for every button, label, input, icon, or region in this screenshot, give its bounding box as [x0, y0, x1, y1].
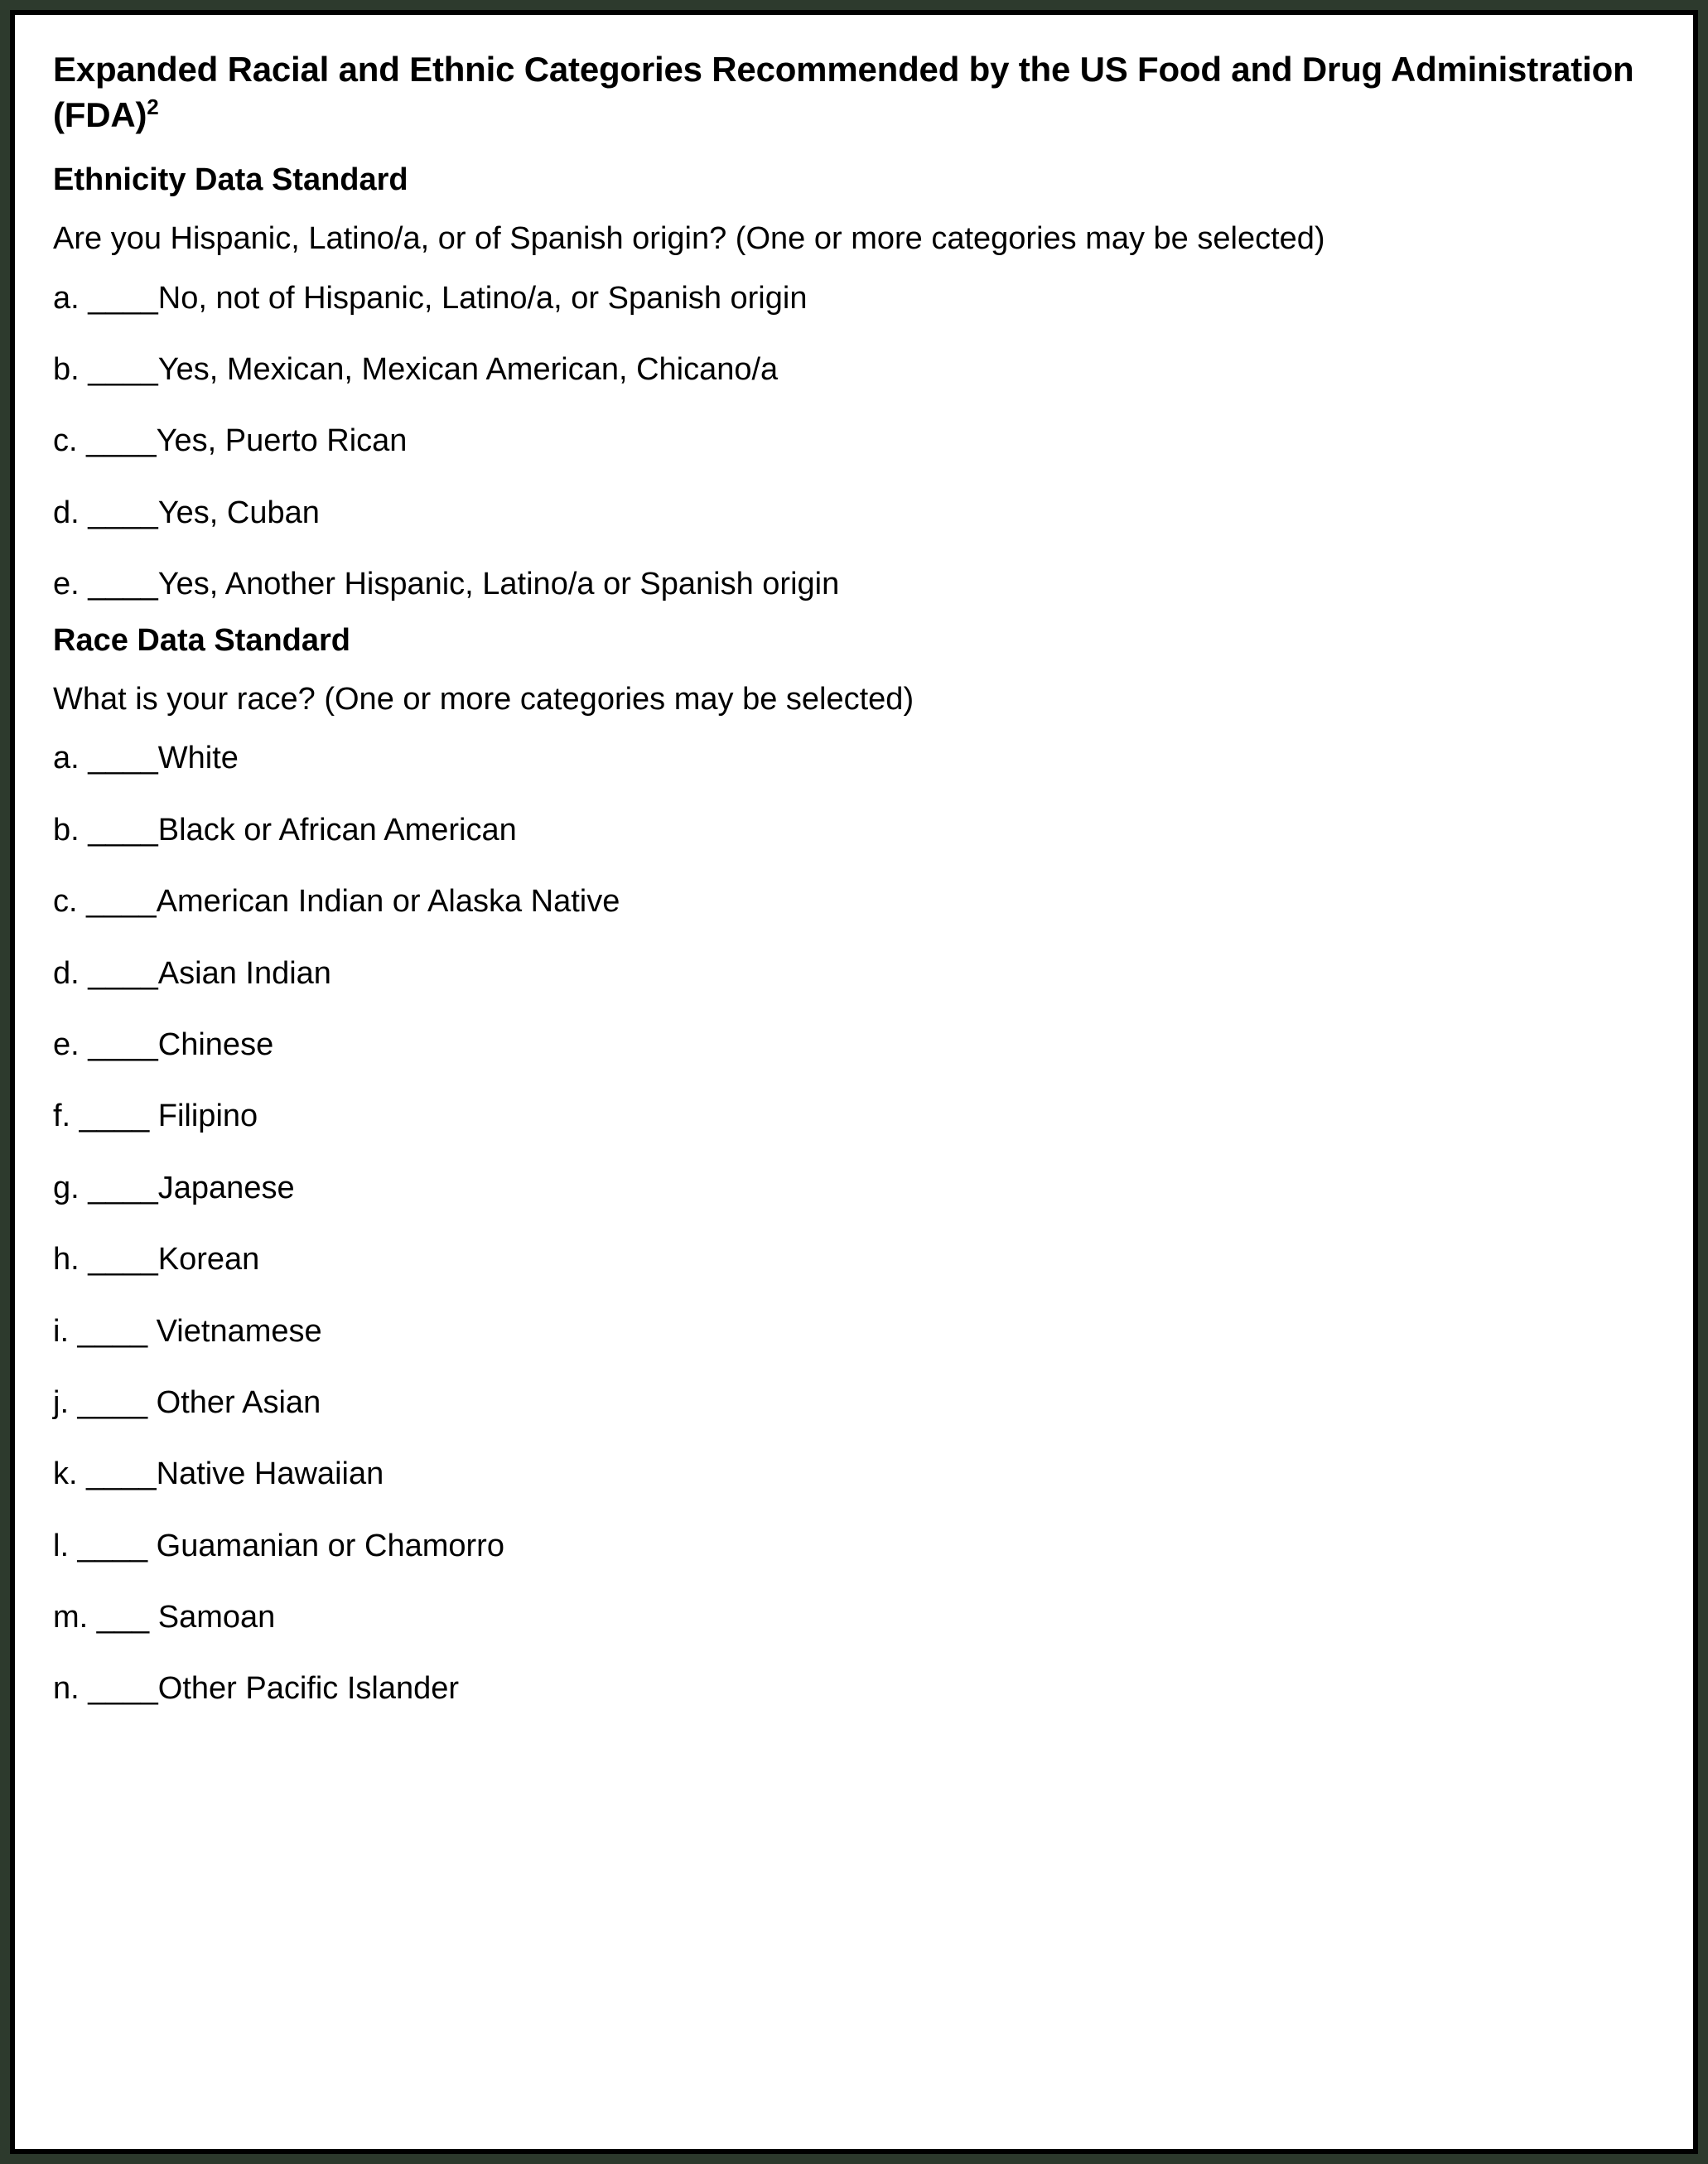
- page-title: [53, 46, 1655, 138]
- race-option-f[interactable]: f. ____ Filipino: [53, 1099, 258, 1134]
- page-title-line-2: Administration (FDA): [53, 50, 1634, 135]
- ethnicity-option-d[interactable]: d. ____Yes, Cuban: [53, 495, 320, 530]
- race-option-a[interactable]: a. ____White: [53, 741, 239, 776]
- race-option-l[interactable]: l. ____ Guamanian or Chamorro: [53, 1528, 504, 1563]
- race-option-j[interactable]: j. ____ Other Asian: [53, 1384, 321, 1420]
- race-option-e[interactable]: e. ____Chinese: [53, 1026, 274, 1062]
- ethnicity-section-heading: Ethnicity Data Standard: [53, 162, 408, 197]
- race-section-heading: Race Data Standard: [53, 622, 351, 658]
- ethnicity-option-c[interactable]: c. ____Yes, Puerto Rican: [53, 423, 408, 459]
- race-option-d[interactable]: d. ____Asian Indian: [53, 955, 331, 991]
- race-option-c[interactable]: c. ____American Indian or Alaska Native: [53, 884, 620, 920]
- page-title-footnote-marker: 2: [147, 94, 159, 120]
- race-option-h[interactable]: h. ____Korean: [53, 1242, 260, 1278]
- race-option-b[interactable]: b. ____Black or African American: [53, 812, 517, 848]
- race-option-i[interactable]: i. ____ Vietnamese: [53, 1313, 322, 1349]
- page-title-line-1: Expanded Racial and Ethnic Categories Recommended by the US Food and Drug: [53, 50, 1383, 89]
- race-question: What is your race? (One or more categories may be selected): [53, 682, 914, 717]
- document-frame: [10, 10, 1698, 2154]
- race-option-g[interactable]: g. ____Japanese: [53, 1170, 295, 1205]
- ethnicity-option-a[interactable]: a. ____No, not of Hispanic, Latino/a, or Spanish origin: [53, 280, 808, 316]
- race-option-m[interactable]: m. ___ Samoan: [53, 1600, 276, 1635]
- race-section: [53, 621, 1655, 1710]
- ethnicity-question: Are you Hispanic, Latino/a, or of Spanish origin? (One or more categories may be selected): [53, 221, 1325, 257]
- ethnicity-option-b[interactable]: b. ____Yes, Mexican, Mexican American, Chicano/a: [53, 352, 779, 388]
- race-option-k[interactable]: k. ____Native Hawaiian: [53, 1456, 384, 1492]
- ethnicity-section: [53, 160, 1655, 606]
- race-option-n[interactable]: n. ____Other Pacific Islander: [53, 1671, 460, 1707]
- ethnicity-option-e[interactable]: e. ____Yes, Another Hispanic, Latino/a or Spanish origin: [53, 567, 840, 602]
